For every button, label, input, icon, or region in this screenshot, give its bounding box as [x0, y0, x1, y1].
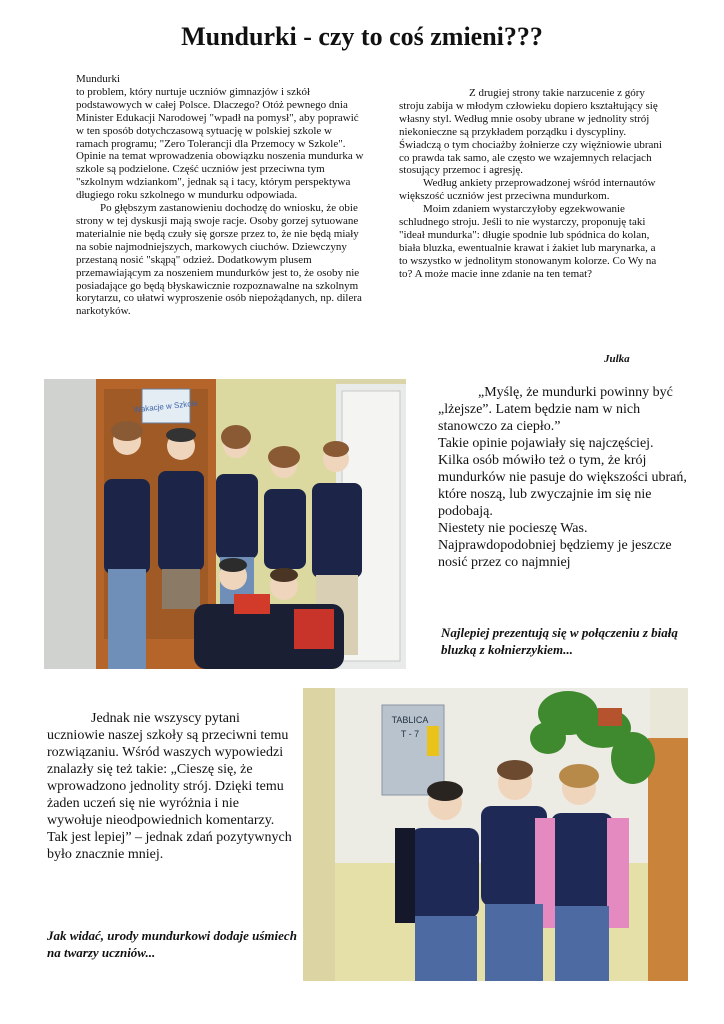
paragraph: Jednak nie wszyscy pytani uczniowie naszej szkoły są przeciwni temu rozwiązaniu. Wśród waszych wypowiedzi znalazły się też takie: „Cieszę się, że wprowadzono jednolity strój. Dzięki temu żaden uczeń się nie wyróżnia i nie wywołuje nieodpowiednich komentarzy. Tak jest lepiej” – jednak zdań pozytywnych było znacznie mniej.: [47, 711, 292, 862]
photo-door-sign-line1: TABLICA: [391, 715, 429, 725]
paragraph-lead: Mundurki: [76, 73, 120, 85]
photo-sign-text: Wakacje w Szkole: [133, 398, 199, 415]
paragraph: Z drugiej strony takie narzucenie z góry stroju zabija w młodym człowieku dopiero kształtujący się własny styl. Według mnie osoby ubrane w jednolity strój niekonieczne są przykładem porządku i dyscypliny. Świadczą o tym chociażby żołnierze czy więźniowie ubrani co prawda tak samo, ale często we wzajemnych relacjach stosujący przemoc i agresję.: [399, 87, 662, 177]
second-article-body: [47, 710, 292, 863]
article-title: Mundurki - czy to coś zmieni???: [181, 22, 543, 51]
photo-caption-1: Najlepiej prezentują się w połączeniu z białą bluzką z kołnierzykiem...: [441, 625, 678, 657]
opinion-paragraph: Takie opinie pojawiały się najczęściej. Kilka osób mówiło też o tym, że krój mundurków nie pasuje do większości ubrań, które noszą, lub zwyczajnie im się nie podobają.: [438, 436, 687, 519]
opinion-quote: „Myślę, że mundurki powinny być „lżejsze”. Latem będzie nam w nich stanowczo za ciepło.”: [438, 385, 673, 434]
right-column: [399, 87, 664, 281]
left-column: [76, 73, 366, 318]
photo-door-sign-line2: T - 7: [400, 729, 420, 739]
paragraph: Według ankiety przeprowadzonej wśród internautów większość uczniów jest przeciwna mundurkom.: [399, 177, 656, 203]
photo-caption-2: Jak widać, urody mundurkowi dodaje uśmiech na twarzy uczniów...: [47, 928, 297, 960]
student-opinions: [438, 384, 688, 571]
photo-group-students: [44, 379, 406, 669]
paragraph: Po głębszym zastanowieniu dochodzę do wniosku, że obie strony w tej dyskusji mają swoje racje. Osoby gorzej sytuowane materialnie nie będą czuły się gorsze przez to, że nie będą miały na sobie najmodniejszych, markowych ciuchów. Dziewczyny przestaną nosić "skąpą" odzież. Dodatkowym plusem przemawiającym za noszeniem mundurków jest to, że osoby nie posiadające go będą błyskawicznie rozpoznawalne na szkolnym korytarzu, co ułatwi wyproszenie osób niepożądanych, np. dilera narkotyków.: [76, 202, 362, 318]
photo-three-girls: [303, 688, 688, 981]
paragraph: Moim zdaniem wystarczyłoby egzekwowanie schludnego stroju. Jeśli to nie wystarczy, proponuję taki "ideał mundurka": długie spodnie lub spódnica do kolan, biała bluzka, ewentualnie krawat i żakiet lub marynarka, a to wszystko w jednolitym stonowanym kolorze. Co Wy na to? A może macie inne zdanie na ten temat?: [399, 203, 657, 280]
opinion-paragraph: Niestety nie pocieszę Was. Najprawdopodobniej będziemy je jeszcze nosić przez co najmniej: [438, 521, 672, 570]
author-signature: Julka: [604, 353, 630, 365]
paragraph: to problem, który nurtuje uczniów gimnazjów i szkół podstawowych w całej Polsce. Dlaczego? Otóż pewnego dnia Minister Edukacji Narodowej "wpadł na pomysł", aby poprawić w ten sposób dotychczasową sytuację w polskiej szkole w ramach programu; "Zero Tolerancji dla Przemocy w Szkole". Opinie na temat wprowadzenia obowiązku noszenia mundurka w szkole są podzielone. Część uczniów jest przeciwna tym "szkolnym wdziankom", jednak są i tacy, którym perspektywa długiego roku szkolnego w mundurku odpowiada.: [76, 85, 364, 202]
